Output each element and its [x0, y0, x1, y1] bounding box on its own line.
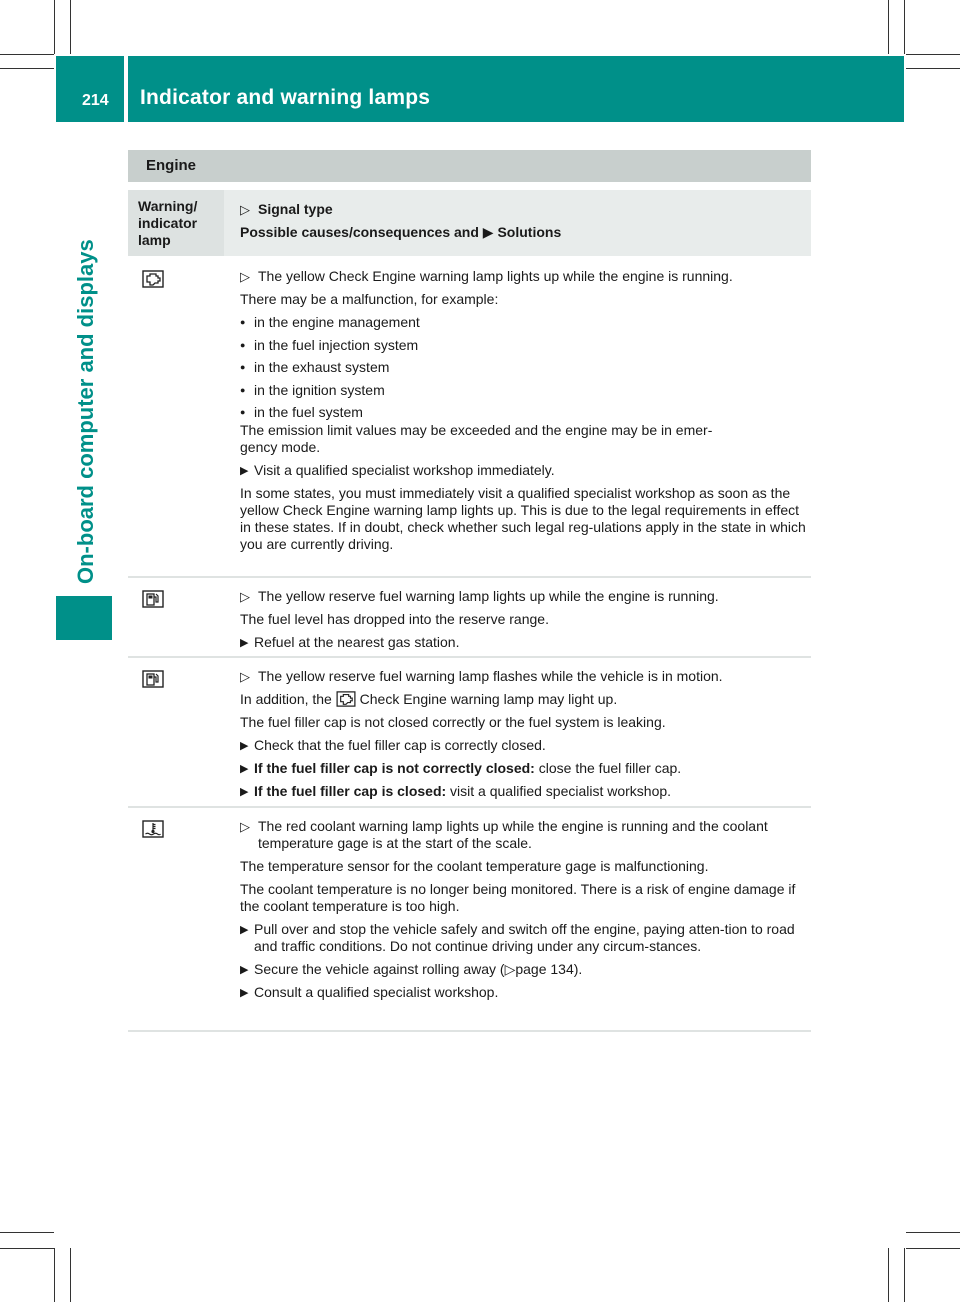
list-item: ● in the fuel injection system	[240, 337, 810, 354]
crop-mark	[0, 1248, 54, 1249]
crop-mark	[54, 0, 55, 54]
consequence-text: The coolant temperature is no longer being monitored. There is a risk of engine damage if the coolant temperature is too high.	[240, 881, 796, 914]
check-engine-icon	[142, 270, 164, 288]
list-item: ● in the ignition system	[240, 382, 810, 399]
crop-mark	[0, 54, 54, 55]
crop-mark	[906, 1248, 960, 1249]
consequence-text: The emission limit values may be exceeded and the engine may be in emer- gency mode.	[240, 421, 713, 455]
cause-text: There may be a malfunction, for example:	[240, 291, 499, 307]
action-item	[240, 760, 810, 777]
crop-mark	[906, 68, 960, 69]
signal-text: The yellow reserve fuel warning lamp flashes while the vehicle is in motion.	[258, 668, 723, 684]
action-arrow-icon: ▶	[482, 224, 494, 240]
crop-mark	[70, 1248, 71, 1302]
action-item: ▶ Pull over and stop the vehicle safely and switch off the engine, paying atten-tion to road and traffic conditions. Do not continue driving under any circum-stances.	[240, 921, 810, 955]
coolant-temperature-icon	[142, 820, 164, 838]
table-row	[128, 808, 811, 1032]
solutions-label: Solutions	[497, 224, 562, 240]
signal-triangle-icon: ▷	[240, 669, 250, 684]
cause-text: The fuel filler cap is not closed correctly or the fuel system is leaking.	[240, 714, 666, 730]
page-ref-triangle-icon: ▷	[504, 961, 516, 977]
section-heading: Engine	[128, 150, 811, 182]
fuel-pump-icon	[142, 670, 164, 688]
column-header-lamp	[128, 190, 224, 256]
side-tab-block	[56, 596, 112, 640]
crop-mark	[906, 1232, 960, 1233]
list-item: ● in the fuel system	[240, 404, 810, 421]
column-header-lamp-text: Warning/ indicator lamp	[138, 198, 198, 248]
action-item	[240, 961, 810, 978]
solutions-heading	[240, 221, 561, 244]
signal-type	[240, 268, 810, 285]
cause-text	[240, 691, 810, 708]
cause-text-b: Check Engine warning lamp may light up.	[359, 691, 618, 707]
crop-mark	[888, 0, 889, 54]
cause-text: The temperature sensor for the coolant temperature gage is malfunctioning.	[240, 858, 709, 874]
crop-mark	[904, 0, 905, 54]
bullet-list	[240, 314, 810, 421]
crop-mark	[888, 1248, 889, 1302]
fuel-pump-icon	[142, 590, 164, 608]
cause-text-a: In addition, the	[240, 691, 332, 707]
action-condition: If the fuel filler cap is closed:	[254, 783, 447, 799]
side-tab-label: On-board computer and displays	[73, 239, 98, 584]
page-reference-link[interactable]: page 134).	[515, 961, 583, 977]
table-row	[128, 578, 811, 658]
page-title: Indicator and warning lamps	[140, 86, 431, 109]
row-content	[240, 668, 810, 806]
crop-mark	[70, 0, 71, 54]
signal-text: The red coolant warning lamp lights up while the engine is running and the coolant temperature gage is at the start of the scale.	[258, 818, 768, 851]
crop-mark	[54, 1248, 55, 1302]
action-text: Secure the vehicle against rolling away (	[254, 961, 505, 977]
signal-triangle-icon: ▷	[240, 819, 250, 834]
table-row	[128, 258, 811, 578]
signal-triangle-icon: ▷	[240, 202, 250, 217]
cause-text: The fuel level has dropped into the reserve range.	[240, 611, 549, 627]
table-row	[128, 658, 811, 808]
list-item: ● in the engine management	[240, 314, 810, 331]
action-item: ▶ Refuel at the nearest gas station.	[240, 634, 810, 651]
signal-type-heading	[240, 198, 561, 221]
signal-text: The yellow reserve fuel warning lamp lights up while the engine is running.	[258, 588, 719, 604]
signal-type	[240, 668, 810, 685]
row-content	[240, 588, 810, 657]
crop-mark	[0, 1232, 54, 1233]
action-text: visit a qualified specialist workshop.	[446, 783, 672, 799]
column-header-signal	[240, 198, 561, 244]
list-item: ● in the exhaust system	[240, 359, 810, 376]
causes-label: Possible causes/consequences and	[240, 224, 479, 240]
signal-type	[240, 818, 810, 852]
signal-triangle-icon: ▷	[240, 589, 250, 604]
action-text: close the fuel filler cap.	[534, 760, 682, 776]
signal-text: The yellow Check Engine warning lamp lights up while the engine is running.	[258, 268, 733, 284]
action-item: ▶ Check that the fuel filler cap is correctly closed.	[240, 737, 810, 754]
action-condition: If the fuel filler cap is not correctly closed:	[254, 760, 535, 776]
signal-type-label: Signal type	[258, 201, 333, 217]
crop-mark	[0, 68, 54, 69]
signal-type	[240, 588, 810, 605]
row-content	[240, 268, 810, 559]
crop-mark	[906, 54, 960, 55]
action-item: ▶ Visit a qualified specialist workshop immediately.	[240, 462, 810, 479]
crop-mark	[904, 1248, 905, 1302]
check-engine-icon	[336, 691, 356, 707]
page-number: 214	[82, 92, 109, 109]
action-item	[240, 783, 810, 800]
row-content	[240, 818, 810, 1007]
table-header	[128, 190, 811, 256]
signal-triangle-icon: ▷	[240, 269, 250, 284]
header-divider	[124, 56, 128, 122]
note-text: In some states, you must immediately visit a qualified specialist workshop as soon as the yellow Check Engine warning lamp lights up. This is due to the legal requirements in effect in these states. If in doubt, check whether such legal reg-ulations apply in the state in which you are currently driving.	[240, 484, 806, 552]
action-item: ▶ Consult a qualified specialist workshop.	[240, 984, 810, 1001]
